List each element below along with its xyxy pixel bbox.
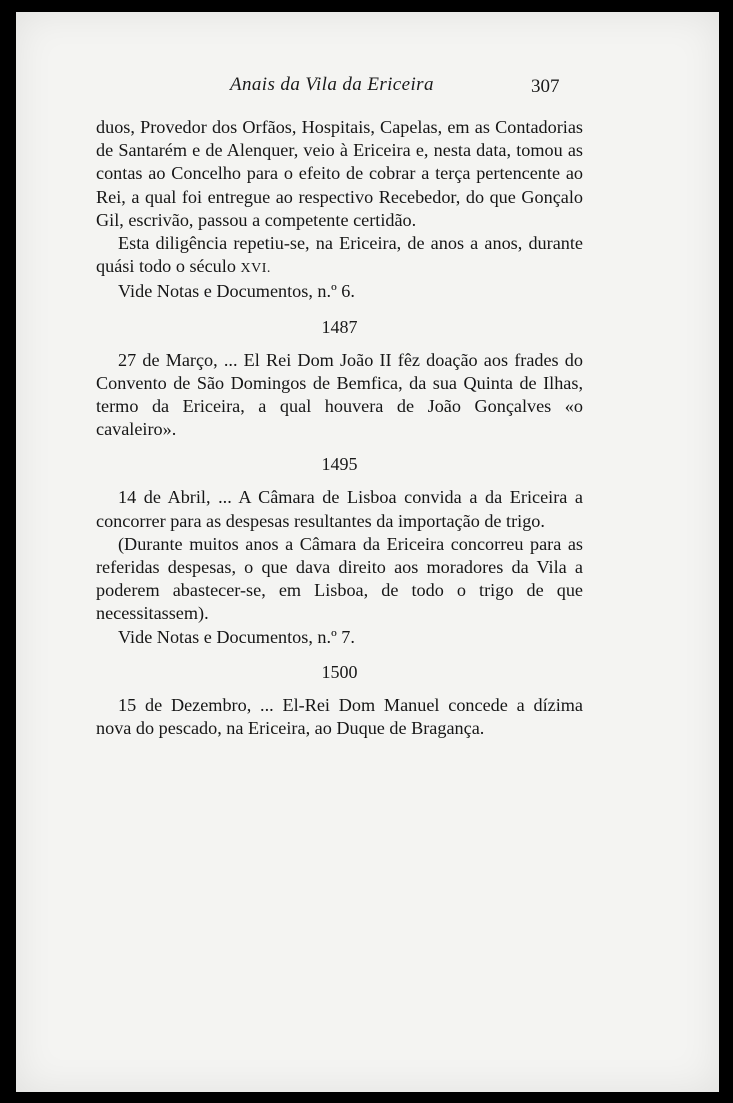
paragraph bbox=[96, 232, 583, 280]
paragraph: Vide Notas e Documentos, n.º 7. bbox=[118, 626, 355, 647]
year-heading: 1487 bbox=[321, 316, 358, 337]
body-text bbox=[96, 116, 583, 740]
year-heading: 1495 bbox=[321, 454, 358, 475]
book-page bbox=[16, 12, 719, 1092]
page-number: 307 bbox=[531, 76, 560, 97]
century-numeral: XVI. bbox=[240, 261, 271, 277]
running-title: Anais da Vila da Ericeira bbox=[230, 74, 434, 95]
paragraph: (Durante muitos anos a Câmara da Ericeira concorreu para as referidas despesas, o que dava direito aos moradores da Vila a poderem abastecer-se, em Lisboa, de todo o trigo de que necessitassem). bbox=[96, 533, 583, 624]
paragraph: duos, Provedor dos Orfãos, Hospitais, Capelas, em as Contadorias de Santarém e de Alenquer, veio à Ericeira e, nesta data, tomou as contas ao Concelho para o efeito de cobrar a terça pertencente ao Rei, a qual foi entregue ao respectivo Recebedor, do que Gonçalo Gil, escrivão, passou a competente certidão. bbox=[96, 117, 583, 230]
paragraph: Vide Notas e Documentos, n.º 6. bbox=[118, 281, 355, 302]
paragraph: 15 de Dezembro, ... El-Rei Dom Manuel concede a dízima nova do pescado, na Ericeira, ao Duque de Bragança. bbox=[96, 694, 583, 739]
paragraph-text: Esta diligência repetiu-se, na Ericeira, de anos a anos, durante quási todo o século bbox=[96, 233, 583, 277]
paragraph: 27 de Março, ... El Rei Dom João II fêz doação aos frades do Convento de São Domingos de Bemfica, da sua Quinta de Ilhas, termo da Ericeira, a qual houvera de João Gonçalves «o cavaleiro». bbox=[96, 349, 583, 440]
year-heading: 1500 bbox=[321, 661, 358, 682]
paragraph: 14 de Abril, ... A Câmara de Lisboa convida a da Ericeira a concorrer para as despesas resultantes da importação de trigo. bbox=[96, 487, 583, 531]
